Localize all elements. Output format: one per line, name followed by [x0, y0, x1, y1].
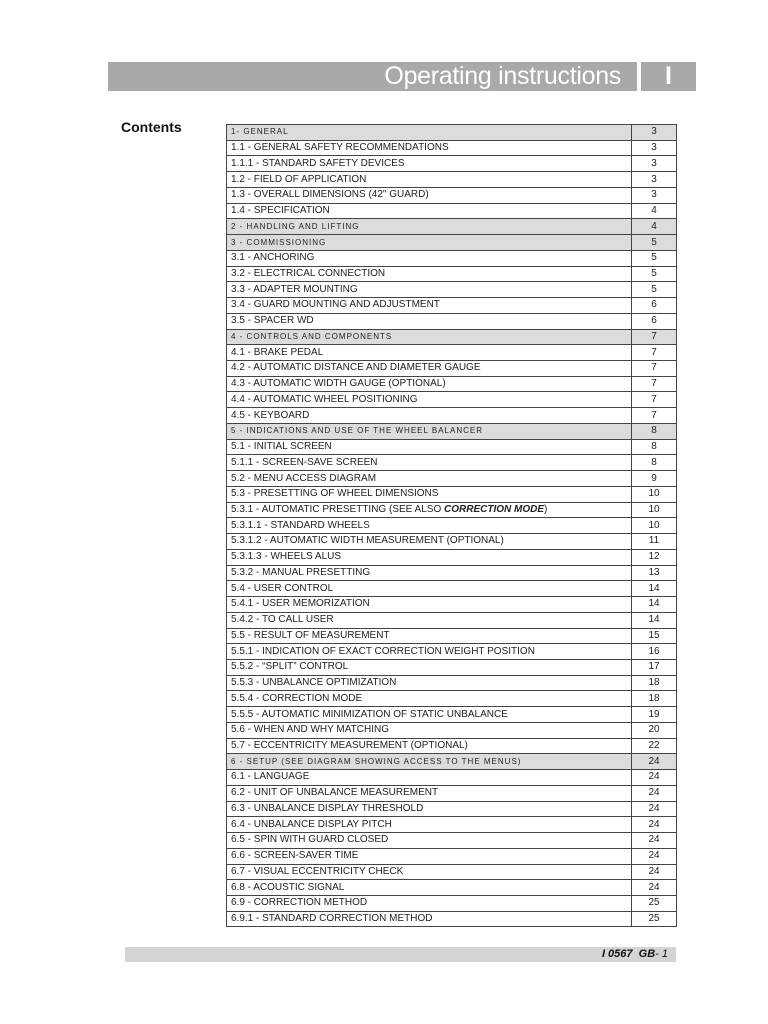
toc-entry-text: 1.4 - SPECIFICATION: [231, 205, 330, 217]
toc-entry: [227, 754, 632, 770]
toc-entry: [227, 817, 632, 833]
toc-entry: [227, 691, 632, 707]
toc-row: [227, 833, 677, 849]
toc-page-number: 24: [632, 833, 677, 849]
toc-row: [227, 644, 677, 660]
toc-page-number: 3: [632, 172, 677, 188]
toc-entry-text: 5.2 - MENU ACCESS DIAGRAM: [231, 472, 377, 484]
toc-row: [227, 345, 677, 361]
toc-entry-text: 5.5 - RESULT OF MEASUREMENT: [231, 629, 390, 641]
toc-entry: [227, 880, 632, 896]
toc-entry: [227, 471, 632, 487]
toc-page-number: 15: [632, 628, 677, 644]
toc-page-number: 14: [632, 581, 677, 597]
toc-row: [227, 738, 677, 754]
toc-row: [227, 439, 677, 455]
toc-entry: [227, 628, 632, 644]
toc-row: [227, 313, 677, 329]
toc-row: [227, 140, 677, 156]
document-code: I 0567: [601, 948, 633, 960]
toc-row: [227, 707, 677, 723]
toc-entry: [227, 707, 632, 723]
toc-row: [227, 565, 677, 581]
toc-entry-text: 4.3 - AUTOMATIC WIDTH GAUGE (OPTIONAL): [231, 378, 446, 390]
toc-entry-text: 6.8 - ACOUSTIC SIGNAL: [231, 881, 345, 893]
toc-entry: [227, 675, 632, 691]
toc-entry: [227, 801, 632, 817]
toc-entry-text: 4.2 - AUTOMATIC DISTANCE AND DIAMETER GAUGE: [231, 362, 481, 374]
toc-page-number: 24: [632, 785, 677, 801]
toc-page-number: 3: [632, 156, 677, 172]
toc-entry-text: 5.4.2 - TO CALL USER: [231, 614, 334, 626]
toc-entry-text: 3.1 - ANCHORING: [231, 252, 315, 264]
toc-entry: [227, 738, 632, 754]
toc-entry: [227, 644, 632, 660]
toc-row: [227, 203, 677, 219]
toc-section-row: [227, 754, 677, 770]
toc-entry: [227, 722, 632, 738]
toc-row: [227, 722, 677, 738]
toc-page-number: 5: [632, 266, 677, 282]
toc-row: [227, 518, 677, 534]
toc-entry-text: 5.1.1 - SCREEN-SAVE SCREEN: [231, 456, 378, 468]
toc-entry-text: 6.4 - UNBALANCE DISPLAY PITCH: [231, 818, 392, 830]
toc-row: [227, 770, 677, 786]
toc-entry-text: 4.5 - KEYBOARD: [231, 409, 310, 421]
toc-entry-text: 1.3 - OVERALL DIMENSIONS (42" GUARD): [231, 189, 429, 201]
toc-body: [227, 125, 677, 927]
toc-entry: [227, 518, 632, 534]
toc-entry: [227, 408, 632, 424]
toc-row: [227, 659, 677, 675]
toc-section-row: [227, 329, 677, 345]
toc-page-number: 8: [632, 455, 677, 471]
toc-entry-text: 5.5.1 - INDICATION OF EXACT CORRECTION WEIGHT POSITION: [231, 645, 535, 657]
toc-section-row: [227, 219, 677, 235]
toc-row: [227, 455, 677, 471]
toc-entry: [227, 549, 632, 565]
toc-page-number: 11: [632, 534, 677, 550]
toc-entry-text: 6.7 - VISUAL ECCENTRICITY CHECK: [231, 865, 404, 877]
toc-entry: [227, 156, 632, 172]
toc-entry: [227, 848, 632, 864]
toc-row: [227, 408, 677, 424]
toc-page-number: 18: [632, 691, 677, 707]
toc-row: [227, 392, 677, 408]
toc-entry-text: 5.3.2 - MANUAL PRESETTING: [231, 566, 371, 578]
toc-entry: [227, 423, 632, 439]
toc-row: [227, 581, 677, 597]
toc-entry-text: 3 - COMMISSIONING: [231, 237, 327, 247]
toc-entry: [227, 235, 632, 251]
toc-entry: [227, 502, 632, 518]
toc-entry-text: 6.3 - UNBALANCE DISPLAY THRESHOLD: [231, 802, 424, 814]
toc-entry-text: 5.5.2 - “SPLIT” CONTROL: [231, 661, 349, 673]
toc-row: [227, 675, 677, 691]
page-title: Operating instructions: [384, 62, 621, 90]
toc-entry-text: 5.4 - USER CONTROL: [231, 582, 334, 594]
toc-entry-text: 5.5.3 - UNBALANCE OPTIMIZATION: [231, 677, 397, 689]
toc-entry: [227, 250, 632, 266]
toc-page-number: 8: [632, 423, 677, 439]
toc-entry-text: 6.9 - CORRECTION METHOD: [231, 897, 368, 909]
toc-page-number: 14: [632, 612, 677, 628]
toc-entry: [227, 455, 632, 471]
toc-page-number: 3: [632, 125, 677, 141]
toc-entry-text: 5.5.4 - CORRECTION MODE: [231, 692, 363, 704]
toc-entry-text: 1.1 - GENERAL SAFETY RECOMMENDATIONS: [231, 142, 449, 154]
toc-page-number: 5: [632, 250, 677, 266]
toc-entry-text: 4.1 - BRAKE PEDAL: [231, 346, 324, 358]
toc-entry: [227, 125, 632, 141]
toc-entry-emphasis: CORRECTION MODE: [444, 503, 545, 515]
toc-page-number: 8: [632, 439, 677, 455]
toc-entry-text: 1- GENERAL: [231, 127, 289, 137]
toc-entry-text: 4.4 - AUTOMATIC WHEEL POSITIONING: [231, 393, 418, 405]
toc-entry: [227, 534, 632, 550]
language-code: GB: [638, 948, 656, 960]
toc-row: [227, 250, 677, 266]
toc-page-number: 4: [632, 203, 677, 219]
toc-entry: [227, 833, 632, 849]
toc-row: [227, 880, 677, 896]
toc-entry-text: 5.3.1 - AUTOMATIC PRESETTING (SEE ALSO: [231, 503, 445, 515]
toc-page-number: 13: [632, 565, 677, 581]
toc-entry-text: 5.3 - PRESETTING OF WHEEL DIMENSIONS: [231, 488, 439, 500]
toc-row: [227, 911, 677, 927]
toc-entry-suffix: ): [544, 503, 548, 515]
toc-row: [227, 471, 677, 487]
toc-page-number: 7: [632, 376, 677, 392]
toc-row: [227, 817, 677, 833]
toc-row: [227, 848, 677, 864]
toc-page-number: 5: [632, 282, 677, 298]
toc-row: [227, 691, 677, 707]
toc-entry: [227, 298, 632, 314]
toc-page-number: 24: [632, 754, 677, 770]
toc-section-row: [227, 423, 677, 439]
toc-row: [227, 156, 677, 172]
toc-page-number: 24: [632, 848, 677, 864]
toc-entry-text: 4 - CONTROLS AND COMPONENTS: [231, 331, 393, 341]
toc-entry-text: 3.2 - ELECTRICAL CONNECTION: [231, 267, 386, 279]
toc-entry: [227, 282, 632, 298]
toc-entry: [227, 911, 632, 927]
toc-entry-text: 1.1.1 - STANDARD SAFETY DEVICES: [231, 157, 405, 169]
toc-page-number: 19: [632, 707, 677, 723]
toc-page-number: 3: [632, 140, 677, 156]
toc-row: [227, 486, 677, 502]
toc-entry-text: 5.3.1.1 - STANDARD WHEELS: [231, 519, 370, 531]
toc-page-number: 24: [632, 880, 677, 896]
toc-row: [227, 801, 677, 817]
toc-page-number: 16: [632, 644, 677, 660]
table-of-contents: [226, 124, 677, 927]
toc-page-number: 7: [632, 408, 677, 424]
toc-page-number: 4: [632, 219, 677, 235]
contents-heading: Contents: [121, 119, 182, 135]
toc-row: [227, 172, 677, 188]
toc-entry-text: 5.5.5 - AUTOMATIC MINIMIZATION OF STATIC UNBALANCE: [231, 708, 508, 720]
toc-page-number: 24: [632, 801, 677, 817]
toc-page-number: 18: [632, 675, 677, 691]
toc-entry-text: 5.3.1.3 - WHEELS ALUS: [231, 551, 342, 563]
toc-page-number: 10: [632, 518, 677, 534]
toc-entry: [227, 172, 632, 188]
toc-page-number: 7: [632, 345, 677, 361]
toc-page-number: 7: [632, 361, 677, 377]
toc-entry: [227, 895, 632, 911]
footer-bar: [125, 947, 676, 962]
toc-entry: [227, 376, 632, 392]
toc-row: [227, 628, 677, 644]
toc-entry-text: 3.4 - GUARD MOUNTING AND ADJUSTMENT: [231, 299, 440, 311]
toc-row: [227, 597, 677, 613]
toc-entry-text: 5 - INDICATIONS AND USE OF THE WHEEL BALANCER: [231, 426, 483, 436]
toc-entry: [227, 313, 632, 329]
toc-page-number: 7: [632, 392, 677, 408]
toc-entry: [227, 329, 632, 345]
toc-entry-text: 6.2 - UNIT OF UNBALANCE MEASUREMENT: [231, 787, 439, 799]
toc-page-number: 24: [632, 770, 677, 786]
toc-page-number: 10: [632, 502, 677, 518]
toc-page-number: 6: [632, 313, 677, 329]
toc-page-number: 25: [632, 895, 677, 911]
header-bar: [108, 62, 637, 91]
toc-section-row: [227, 235, 677, 251]
toc-entry-text: 3.5 - SPACER WD: [231, 315, 314, 327]
toc-page-number: 6: [632, 298, 677, 314]
toc-entry: [227, 612, 632, 628]
toc-entry-text: 1.2 - FIELD OF APPLICATION: [231, 173, 367, 185]
toc-page-number: 14: [632, 597, 677, 613]
toc-page-number: 9: [632, 471, 677, 487]
toc-entry: [227, 597, 632, 613]
toc-entry-text: 6.1 - LANGUAGE: [231, 771, 310, 783]
toc-page-number: 12: [632, 549, 677, 565]
toc-entry: [227, 581, 632, 597]
toc-page-number: 25: [632, 911, 677, 927]
toc-row: [227, 785, 677, 801]
toc-row: [227, 864, 677, 880]
footer-page-id: [602, 947, 668, 962]
toc-entry: [227, 345, 632, 361]
toc-entry: [227, 140, 632, 156]
toc-section-row: [227, 125, 677, 141]
toc-entry: [227, 219, 632, 235]
page-number: - 1: [655, 948, 668, 960]
toc-entry: [227, 770, 632, 786]
section-tab: I: [641, 62, 696, 91]
toc-row: [227, 266, 677, 282]
toc-entry: [227, 439, 632, 455]
toc-row: [227, 612, 677, 628]
toc-entry-text: 5.1 - INITIAL SCREEN: [231, 441, 332, 453]
toc-row: [227, 361, 677, 377]
toc-entry-text: 5.6 - WHEN AND WHY MATCHING: [231, 724, 389, 736]
toc-entry: [227, 392, 632, 408]
toc-row: [227, 282, 677, 298]
toc-entry-text: 6 - SETUP (SEE DIAGRAM SHOWING ACCESS TO THE MENUS): [231, 756, 522, 766]
toc-page-number: 7: [632, 329, 677, 345]
toc-entry-text: 5.3.1.2 - AUTOMATIC WIDTH MEASUREMENT (OPTIONAL): [231, 535, 504, 547]
toc-entry-text: 3.3 - ADAPTER MOUNTING: [231, 283, 358, 295]
toc-page-number: 10: [632, 486, 677, 502]
toc-entry: [227, 203, 632, 219]
toc-row: [227, 534, 677, 550]
toc-row: [227, 298, 677, 314]
toc-entry: [227, 785, 632, 801]
toc-page-number: 22: [632, 738, 677, 754]
toc-entry: [227, 361, 632, 377]
toc-entry-text: 6.9.1 - STANDARD CORRECTION METHOD: [231, 913, 433, 925]
toc-entry: [227, 266, 632, 282]
toc-page-number: 5: [632, 235, 677, 251]
toc-page-number: 24: [632, 864, 677, 880]
toc-row: [227, 376, 677, 392]
toc-page-number: 20: [632, 722, 677, 738]
toc-entry: [227, 864, 632, 880]
toc-page-number: 17: [632, 659, 677, 675]
toc-entry-text: 2 - HANDLING AND LIFTING: [231, 221, 360, 231]
toc-entry-text: 6.5 - SPIN WITH GUARD CLOSED: [231, 834, 389, 846]
toc-row: [227, 549, 677, 565]
toc-row: [227, 502, 677, 518]
toc-page-number: 24: [632, 817, 677, 833]
toc-entry-text: 5.7 - ECCENTRICITY MEASUREMENT (OPTIONAL): [231, 740, 468, 751]
toc-entry: [227, 659, 632, 675]
toc-row: [227, 895, 677, 911]
toc-entry: [227, 565, 632, 581]
toc-entry: [227, 486, 632, 502]
toc-entry: [227, 187, 632, 203]
toc-entry-text: 6.6 - SCREEN-SAVER TIME: [231, 850, 359, 862]
toc-entry-text: 5.4.1 - USER MEMORIZATION: [231, 598, 370, 610]
toc-row: [227, 187, 677, 203]
toc-page-number: 3: [632, 187, 677, 203]
